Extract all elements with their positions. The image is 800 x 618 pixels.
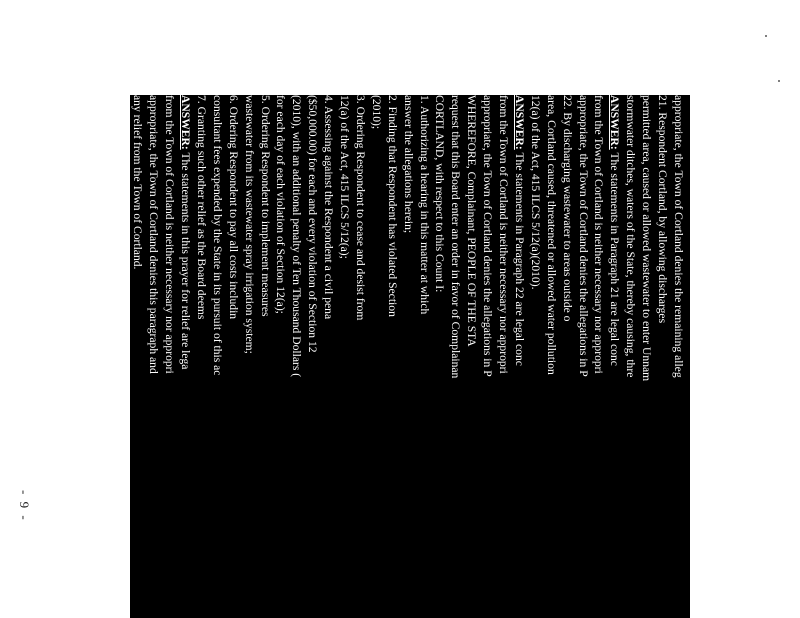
document-line: from the Town of Cortland is neither necessary nor appropri [592, 95, 606, 374]
document-line: ANSWER: The statements in this prayer for relief are lega [179, 95, 193, 370]
document-line: 2. Finding that Respondent has violated Section [385, 95, 399, 317]
document-line: 6. Ordering Respondent to pay all costs includin [226, 95, 240, 320]
document-line: area, Cortland caused, threatened or allowed water pollution [544, 95, 558, 375]
document-line: 4. Assessing against the Respondent a civil pena [322, 95, 336, 320]
document-line: from the Town of Cortland is neither necessary nor appropri [163, 95, 177, 374]
document-line: WHEREFORE, Complainant, PEOPLE OF THE STA [465, 95, 479, 347]
document-line: ($50,000.00) for each and every violation of Section 12 [306, 95, 320, 353]
document-line: wastewater from its wastewater spray irrigation system; [242, 95, 256, 354]
scanned-text-block [130, 95, 690, 618]
document-line: appropriate, the Town of Cortland denies the allegations in P [481, 95, 495, 377]
document-line: ANSWER: The statements in Paragraph 22 are legal conc [513, 95, 526, 366]
document-line: answer the allegations herein; [401, 95, 415, 234]
scan-speck [778, 80, 780, 82]
document-line: 12(a) of the Act, 415 ILCS 5/12(a)(2010). [528, 95, 542, 290]
document-line: consultant fees expended by the State in its pursuit of this ac [210, 95, 224, 376]
document-line: CORTLAND, with respect to this Count I: [433, 95, 447, 293]
document-line: ANSWER: The statements in Paragraph 21 are legal conc [608, 95, 622, 366]
document-line: appropriate, the Town of Cortland denies the allegations in P [576, 95, 590, 377]
document-line: 12(a) of the Act, 415 ILCS 5/12(a); [338, 95, 352, 259]
document-line: 3. Ordering Respondent to cease and desist from [354, 95, 367, 321]
document-line: 1. Authorizing a hearing in this matter at which [417, 95, 431, 315]
document-line: for each day of each violation of Section 12(a); [274, 95, 288, 314]
document-line: any relief from the Town of Cortland. [131, 95, 145, 270]
document-line: 5. Ordering Respondent to implement measures [258, 95, 272, 317]
scan-speck [765, 35, 767, 37]
document-line: from the Town of Cortland is neither necessary nor appropri [497, 95, 511, 374]
document-line: (2010), with an additional penalty of Ten Thousand Dollars ( [290, 95, 304, 378]
document-line: 22. By discharging wastewater to areas outside o [560, 95, 574, 322]
document-line: 21. Respondent Cortland, by allowing discharges [656, 95, 670, 324]
document-line: appropriate, the Town of Cortland denies this paragraph and [147, 95, 161, 374]
document-line: (2010); [369, 95, 383, 130]
document-line: request that this Board enter an order in favor of Complainan [449, 95, 463, 379]
document-line: stormwater ditches, waters of the State, thereby causing, thre [624, 95, 638, 378]
document-line: 7. Granting such other relief as the Board deems [195, 95, 208, 320]
page-number: - 9 - [17, 490, 32, 522]
document-line: appropriate, the Town of Cortland denies the remaining alleg [672, 95, 685, 378]
document-line: permitted area, caused or allowed wastewater to enter Unnam [640, 95, 654, 382]
rotated-text-content [130, 95, 690, 618]
